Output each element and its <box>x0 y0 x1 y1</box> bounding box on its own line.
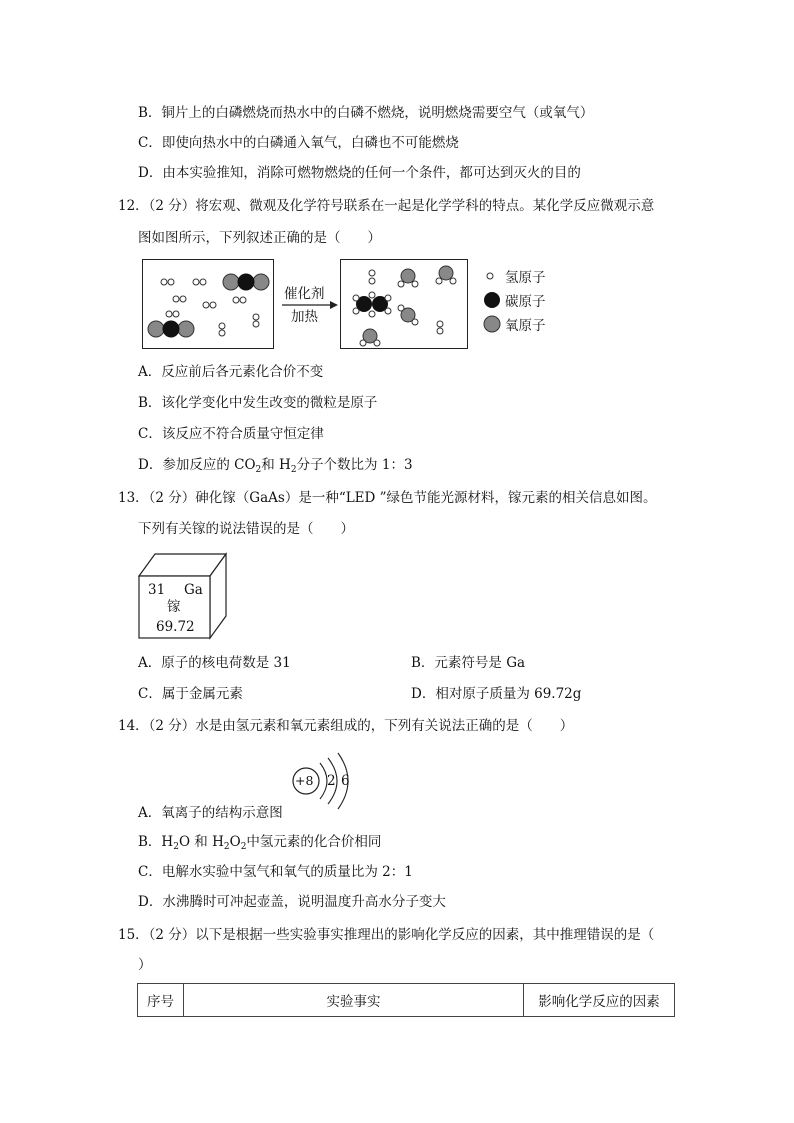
nucleus-charge: +8 <box>295 773 314 788</box>
legend-hydrogen: 氢原子 <box>505 270 546 286</box>
element-name: 镓 <box>167 599 181 615</box>
atomic-number: 31 <box>148 582 166 598</box>
q11-option-c: C．即使向热水中的白磷通入氧气，白磷也不可能燃烧 <box>138 135 459 151</box>
q12-stem-line1: 12．（2 分）将宏观、微观及化学符号联系在一起是化学学科的特点。某化学反应微观示意 <box>118 198 655 214</box>
table-header-row <box>138 984 675 1017</box>
q13-stem-line1: 13．（2 分）砷化镓（GaAs）是一种“LED ”绿色节能光源材料，镓元素的相关信息如图。 <box>118 490 657 506</box>
q11-option-d: D．由本实验推知，消除可燃物燃烧的任何一个条件，都可达到灭火的目的 <box>138 165 581 181</box>
q12-option-b: B．该化学变化中发生改变的微粒是原子 <box>138 395 378 411</box>
heating-label: 加热 <box>291 309 318 325</box>
experiment-facts-table <box>137 983 675 1017</box>
legend-oxygen: 氧原子 <box>505 318 546 334</box>
catalyst-label: 催化剂 <box>284 286 325 302</box>
header-fact: 实验事实 <box>184 984 524 1017</box>
q13-option-b: B．元素符号是 Ga <box>411 655 526 671</box>
header-factor: 影响化学反应的因素 <box>524 984 675 1017</box>
q13-stem-line2: 下列有关镓的说法错误的是（ ） <box>138 521 354 537</box>
q15-stem-line2: ） <box>138 957 152 973</box>
q14-stem: 14．（2 分）水是由氢元素和氧元素组成的，下列有关说法正确的是（ ） <box>118 718 574 734</box>
element-symbol: Ga <box>184 582 203 598</box>
q13-option-d: D．相对原子质量为 69.72g <box>411 686 582 702</box>
q12-option-a: A．反应前后各元素化合价不变 <box>138 364 324 380</box>
q14-option-d: D．水沸腾时可冲起壶盖，说明温度升高水分子变大 <box>138 894 446 910</box>
q13-option-c: C．属于金属元素 <box>138 686 243 702</box>
atomic-mass: 69.72 <box>156 619 195 635</box>
second-shell-count: 6 <box>341 773 350 789</box>
q12-option-c: C．该反应不符合质量守恒定律 <box>138 426 324 442</box>
q12-stem-line2: 图如图所示，下列叙述正确的是（ ） <box>138 230 381 246</box>
q14-option-b: B．$H_2O$ 和 $H_2O_2$中氢元素的化合价相同 <box>138 834 382 852</box>
q14-option-a: A．氧离子的结构示意图 <box>138 805 283 821</box>
q11-option-b: B．铜片上的白磷燃烧而热水中的白磷不燃烧，说明燃烧需要空气（或氧气） <box>138 105 594 121</box>
q14-option-c: C．电解水实验中氢气和氧气的质量比为 2：1 <box>138 864 413 880</box>
q12-option-d: D．参加反应的 $CO_2$和 $H_2$分子个数比为 1：3 <box>138 457 413 475</box>
q13-option-a: A．原子的核电荷数是 31 <box>138 655 291 671</box>
legend-carbon: 碳原子 <box>505 294 546 310</box>
first-shell-count: 2 <box>327 773 336 789</box>
header-index: 序号 <box>138 984 184 1017</box>
q15-stem-line1: 15．（2 分）以下是根据一些实验事实推理出的影响化学反应的因素，其中推理错误的是（ <box>118 927 655 943</box>
